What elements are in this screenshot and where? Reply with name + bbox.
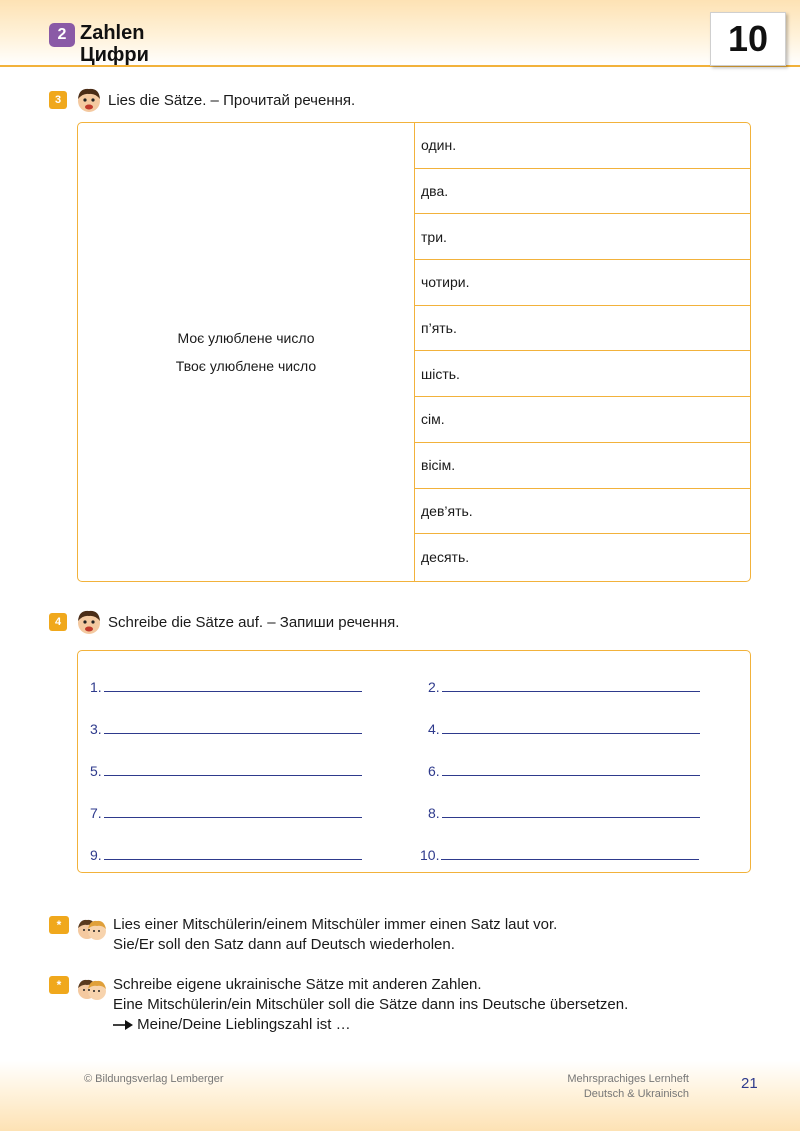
series-title-line: Mehrsprachiges Lernheft	[567, 1073, 689, 1085]
writing-line[interactable]	[428, 763, 700, 779]
writing-line[interactable]	[90, 805, 362, 821]
writing-line-number: 4.	[428, 721, 440, 737]
chapter-title	[80, 22, 149, 66]
series-title-line: Deutsch & Ukrainisch	[583, 1088, 689, 1100]
unit-number-tab: 10	[710, 12, 786, 66]
number-word-row: вісім.	[415, 443, 750, 489]
writing-line-number: 5.	[90, 763, 102, 779]
copyright-text: © Bildungsverlag Lemberger	[84, 1073, 224, 1085]
number-word-row: сім.	[415, 397, 750, 443]
writing-line[interactable]	[90, 721, 362, 737]
example-sentence: Meine/Deine Lieblingszahl ist …	[137, 1016, 351, 1033]
extra-task-text	[113, 975, 628, 1035]
sentence-starter-mine: Моє улюблене число	[177, 330, 315, 346]
extra-task-translate	[49, 975, 628, 1035]
child-face-icon	[75, 608, 103, 636]
number-word-row: три.	[415, 214, 750, 260]
number-word-row: чотири.	[415, 260, 750, 306]
series-title	[567, 1072, 689, 1102]
chapter-title-uk: Цифри	[80, 44, 149, 66]
task4-instruction: Schreibe die Sätze auf. – Запиши речення.	[108, 613, 400, 631]
extra-task-text	[113, 915, 557, 955]
task4-heading	[49, 608, 399, 636]
page-number: 21	[741, 1075, 758, 1092]
writing-line-number: 8.	[428, 805, 440, 821]
children-pair-icon	[77, 975, 107, 1005]
number-word-row: п’ять.	[415, 306, 750, 352]
writing-line-number: 3.	[90, 721, 102, 737]
task4-number-badge: 4	[49, 613, 67, 631]
extra-task-line: Eine Mitschülerin/ein Mitschüler soll die Sätze dann ins Deutsche übersetzen.	[113, 996, 629, 1013]
number-word-row: десять.	[421, 549, 470, 566]
writing-line[interactable]	[428, 805, 700, 821]
number-word-row: два.	[415, 169, 750, 215]
extra-task-line: Schreibe eigene ukrainische Sätze mit anderen Zahlen.	[113, 976, 482, 993]
writing-line-number: 10.	[420, 847, 440, 863]
extra-task-line: Lies einer Mitschülerin/einem Mitschüler immer einen Satz laut vor.	[113, 916, 558, 933]
sentence-starter-yours: Твоє улюблене число	[175, 358, 317, 374]
extra-task-line: Sie/Er soll den Satz dann auf Deutsch wiederholen.	[113, 936, 455, 953]
example-line	[113, 1015, 628, 1035]
number-word-list	[415, 123, 750, 581]
writing-line[interactable]	[428, 679, 700, 695]
task3-number-badge: 3	[49, 91, 67, 109]
writing-line[interactable]	[90, 847, 362, 863]
star-badge: *	[49, 916, 69, 934]
task3-instruction: Lies die Sätze. – Прочитай речення.	[108, 91, 356, 109]
child-face-icon	[75, 86, 103, 114]
writing-line-number: 7.	[90, 805, 102, 821]
writing-line-number: 1.	[90, 679, 102, 695]
task3-heading	[49, 86, 355, 114]
writing-line-number: 6.	[428, 763, 440, 779]
writing-line[interactable]	[90, 763, 362, 779]
chapter-title-de: Zahlen	[80, 22, 145, 44]
writing-line-number: 9.	[90, 847, 102, 863]
number-word-row: шість.	[415, 351, 750, 397]
chapter-number-badge: 2	[49, 23, 75, 47]
task4-writing-box	[77, 650, 751, 873]
writing-line[interactable]	[428, 721, 700, 737]
arrow-right-icon	[113, 1019, 133, 1031]
extra-task-read-aloud	[49, 915, 557, 955]
number-word-row: дев’ять.	[415, 489, 750, 535]
sentence-starters	[78, 123, 415, 581]
number-word-row: один.	[415, 123, 750, 169]
writing-line[interactable]	[420, 847, 699, 863]
writing-line-number: 2.	[428, 679, 440, 695]
children-pair-icon	[77, 915, 107, 945]
task3-sentence-table	[77, 122, 751, 582]
star-badge: *	[49, 976, 69, 994]
writing-line[interactable]	[90, 679, 362, 695]
